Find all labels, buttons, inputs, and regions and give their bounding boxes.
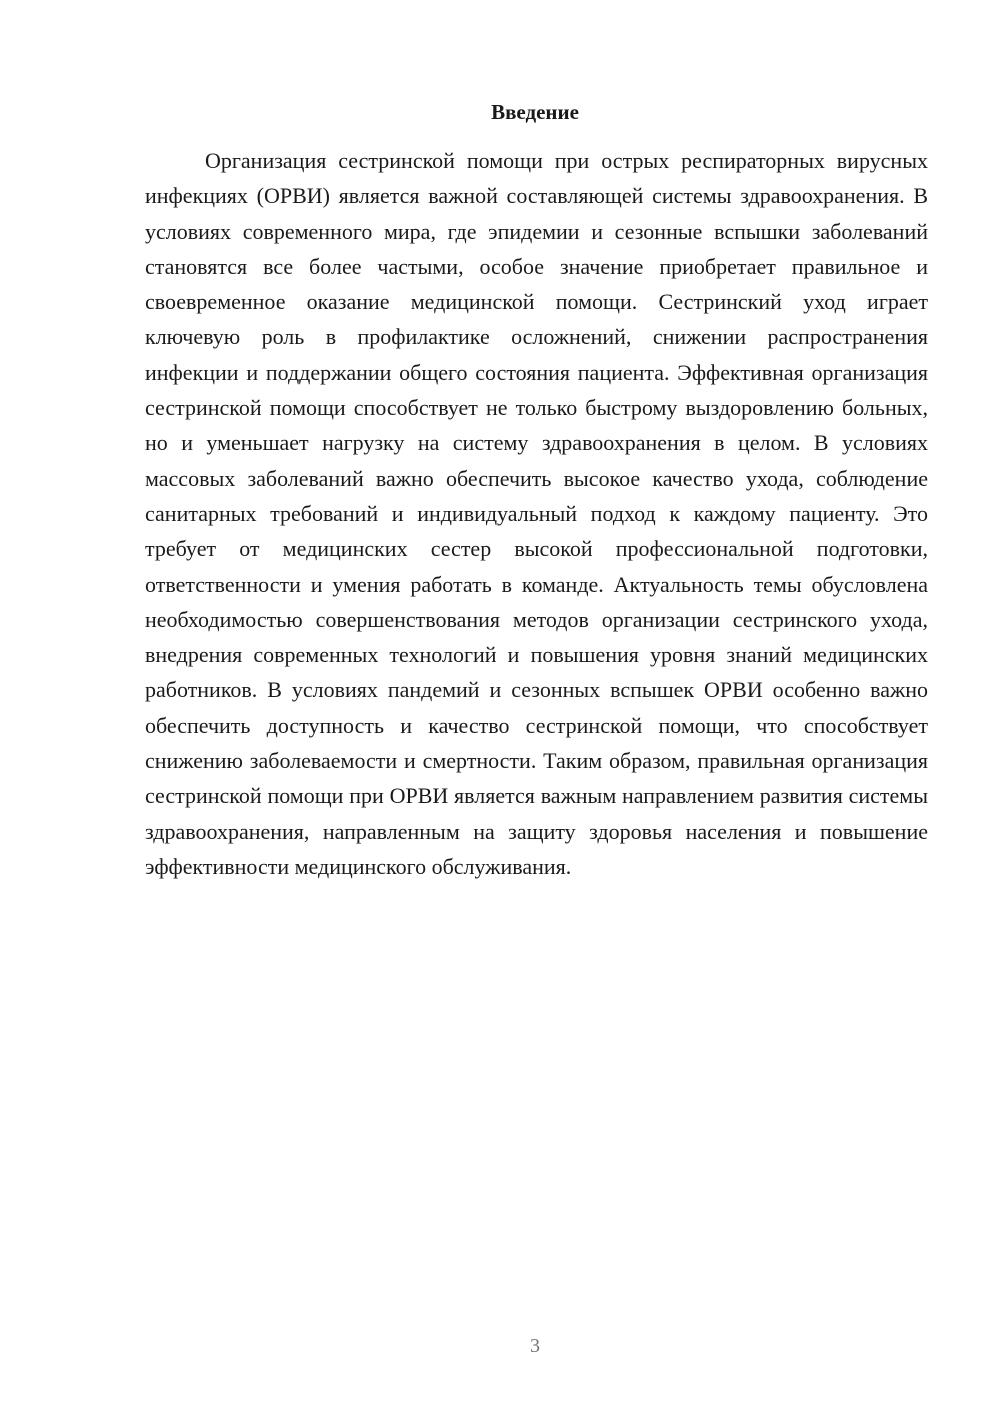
page-number: 3 <box>530 1335 540 1357</box>
section-heading: Введение <box>491 100 579 124</box>
body-paragraph: Организация сестринской помощи при острых респираторных вирусных инфекциях (ОРВИ) является важной составляющей системы здравоохранения. В условиях современного мира, где эпидемии и сезонные вспышки заболеваний становятся все более частыми, особое значение приобретает правильное и своевременное оказание медицинской помощи. Сестринский уход играет ключевую роль в профилактике осложнений, снижении распространения инфекции и поддержании общего состояния пациента. Эффективная организация сестринской помощи способствует не только быстрому выздоровлению больных, но и уменьшает нагрузку на систему здравоохранения в целом. В условиях массовых заболеваний важно обеспечить высокое качество ухода, соблюдение санитарных требований и индивидуальный подход к каждому пациенту. Это требует от медицинских сестер высокой профессиональной подготовки, ответственности и умения работать в команде. Актуальность темы обусловлена необходимостью совершенствования методов организации сестринского ухода, внедрения современных технологий и повышения уровня знаний медицинских работников. В условиях пандемий и сезонных вспышек ОРВИ особенно важно обеспечить доступность и качество сестринской помощи, что способствует снижению заболеваемости и смертности. Таким образом, правильная организация сестринской помощи при ОРВИ является важным направлением развития системы здравоохранения, направленным на защиту здоровья населения и повышение эффективности медицинского обслуживания. <box>145 148 928 879</box>
